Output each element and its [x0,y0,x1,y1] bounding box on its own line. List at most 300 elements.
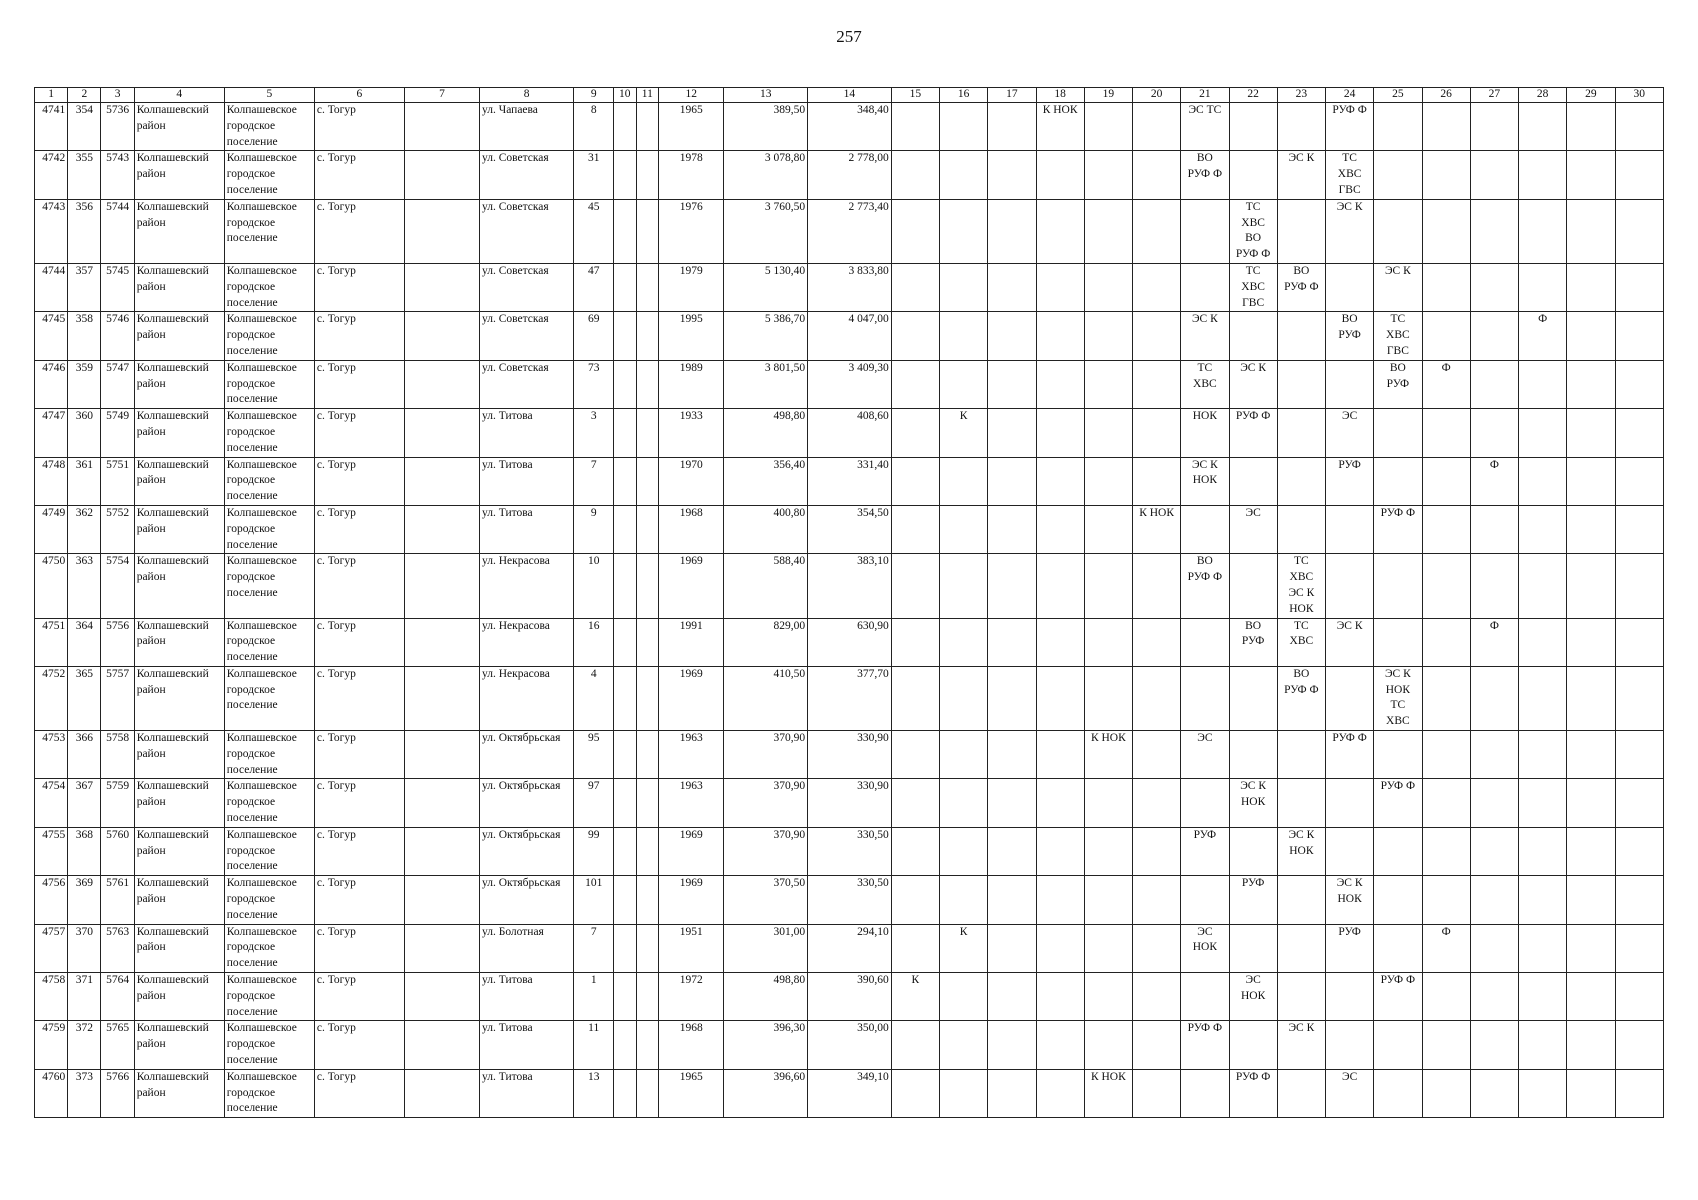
table-cell-col-6: с. Тогур [314,199,404,263]
table-cell-col-17 [988,827,1036,875]
table-row [35,666,1664,730]
table-cell-col-6: с. Тогур [314,554,404,618]
table-cell-col-8: ул. Советская [480,151,574,199]
column-header: 12 [659,88,724,103]
table-cell-col-21 [1181,1069,1229,1117]
table-cell-col-1: 4743 [35,199,68,263]
table-cell-col-27 [1470,263,1518,311]
table-cell-col-19 [1084,409,1132,457]
column-header: 25 [1374,88,1422,103]
table-cell-col-5: Колпашевское городское поселение [224,409,314,457]
table-cell-col-12: 1995 [659,312,724,360]
table-cell-col-13: 389,50 [724,103,808,151]
table-cell-col-1: 4749 [35,505,68,553]
table-cell-col-17 [988,457,1036,505]
table-cell-col-26 [1422,731,1470,779]
table-cell-col-7 [404,779,479,827]
table-cell-col-4: Колпашевский район [134,103,224,151]
table-cell-col-3: 5765 [101,1021,134,1069]
table-cell-col-11 [636,151,659,199]
table-cell-col-2: 355 [68,151,101,199]
table-cell-col-26 [1422,666,1470,730]
table-cell-col-18 [1036,1069,1084,1117]
table-cell-col-17 [988,103,1036,151]
table-cell-col-29 [1567,666,1615,730]
column-header: 26 [1422,88,1470,103]
column-header: 28 [1519,88,1567,103]
table-cell-col-17 [988,779,1036,827]
table-cell-col-26 [1422,199,1470,263]
table-cell-col-27 [1470,876,1518,924]
table-cell-col-4: Колпашевский район [134,151,224,199]
table-row [35,618,1664,666]
table-cell-col-27 [1470,312,1518,360]
table-cell-col-29 [1567,876,1615,924]
column-header: 30 [1615,88,1664,103]
table-cell-col-21: ЭС К [1181,312,1229,360]
table-cell-col-16 [940,779,988,827]
table-cell-col-21: ВО РУФ Ф [1181,554,1229,618]
table-cell-col-3: 5757 [101,666,134,730]
table-cell-col-22: РУФ [1229,876,1277,924]
table-cell-col-27 [1470,973,1518,1021]
table-cell-col-28 [1519,103,1567,151]
table-cell-col-7 [404,973,479,1021]
housing-registry-table [34,87,1664,1118]
table-cell-col-26 [1422,973,1470,1021]
table-cell-col-3: 5764 [101,973,134,1021]
table-cell-col-24 [1326,973,1374,1021]
table-cell-col-13: 370,90 [724,827,808,875]
table-cell-col-5: Колпашевское городское поселение [224,779,314,827]
table-cell-col-14: 349,10 [808,1069,892,1117]
table-cell-col-14: 2 773,40 [808,199,892,263]
table-cell-col-15: К [891,973,939,1021]
table-cell-col-25 [1374,409,1422,457]
table-cell-col-2: 362 [68,505,101,553]
table-cell-col-7 [404,731,479,779]
table-cell-col-20 [1133,554,1181,618]
table-cell-col-8: ул. Титова [480,505,574,553]
table-cell-col-18 [1036,779,1084,827]
table-cell-col-28 [1519,360,1567,408]
table-cell-col-11 [636,924,659,972]
table-cell-col-13: 301,00 [724,924,808,972]
table-cell-col-8: ул. Октябрьская [480,731,574,779]
table-cell-col-16 [940,505,988,553]
table-cell-col-8: ул. Титова [480,409,574,457]
table-cell-col-12: 1976 [659,199,724,263]
table-cell-col-27 [1470,409,1518,457]
table-cell-col-9: 3 [574,409,614,457]
table-cell-col-16 [940,618,988,666]
table-cell-col-10 [614,924,637,972]
table-cell-col-24 [1326,505,1374,553]
table-cell-col-27 [1470,151,1518,199]
table-cell-col-20 [1133,1021,1181,1069]
column-header: 16 [940,88,988,103]
table-cell-col-23 [1277,360,1325,408]
table-cell-col-14: 331,40 [808,457,892,505]
table-cell-col-2: 359 [68,360,101,408]
table-cell-col-6: с. Тогур [314,779,404,827]
table-cell-col-18 [1036,924,1084,972]
table-cell-col-29 [1567,1069,1615,1117]
column-header: 27 [1470,88,1518,103]
table-cell-col-7 [404,618,479,666]
table-cell-col-10 [614,666,637,730]
table-cell-col-30 [1615,360,1664,408]
table-cell-col-16 [940,312,988,360]
table-cell-col-15 [891,779,939,827]
table-cell-col-14: 3 833,80 [808,263,892,311]
table-cell-col-1: 4751 [35,618,68,666]
table-cell-col-8: ул. Некрасова [480,554,574,618]
table-cell-col-6: с. Тогур [314,618,404,666]
table-cell-col-3: 5756 [101,618,134,666]
table-cell-col-24 [1326,1021,1374,1069]
table-cell-col-30 [1615,151,1664,199]
table-cell-col-29 [1567,505,1615,553]
table-cell-col-5: Колпашевское городское поселение [224,1069,314,1117]
table-cell-col-10 [614,457,637,505]
table-cell-col-3: 5746 [101,312,134,360]
table-cell-col-17 [988,505,1036,553]
table-cell-col-7 [404,924,479,972]
table-row [35,779,1664,827]
table-cell-col-1: 4754 [35,779,68,827]
table-cell-col-15 [891,876,939,924]
table-cell-col-21 [1181,666,1229,730]
table-cell-col-4: Колпашевский район [134,924,224,972]
table-cell-col-6: с. Тогур [314,973,404,1021]
table-cell-col-6: с. Тогур [314,731,404,779]
table-cell-col-20 [1133,263,1181,311]
table-cell-col-13: 5 130,40 [724,263,808,311]
table-cell-col-13: 370,90 [724,779,808,827]
table-cell-col-15 [891,1021,939,1069]
table-cell-col-27 [1470,554,1518,618]
table-cell-col-9: 16 [574,618,614,666]
table-cell-col-15 [891,409,939,457]
table-cell-col-27 [1470,1069,1518,1117]
table-cell-col-21: ЭС К НОК [1181,457,1229,505]
table-cell-col-14: 330,50 [808,827,892,875]
table-cell-col-14: 2 778,00 [808,151,892,199]
table-cell-col-13: 3 078,80 [724,151,808,199]
table-cell-col-6: с. Тогур [314,924,404,972]
table-cell-col-25 [1374,103,1422,151]
table-cell-col-21 [1181,618,1229,666]
table-cell-col-29 [1567,554,1615,618]
table-cell-col-8: ул. Советская [480,199,574,263]
table-cell-col-4: Колпашевский район [134,199,224,263]
table-cell-col-1: 4752 [35,666,68,730]
table-cell-col-16: К [940,924,988,972]
table-cell-col-3: 5743 [101,151,134,199]
table-cell-col-18 [1036,1021,1084,1069]
table-cell-col-22 [1229,151,1277,199]
table-cell-col-20 [1133,103,1181,151]
table-cell-col-5: Колпашевское городское поселение [224,103,314,151]
table-cell-col-20 [1133,457,1181,505]
table-cell-col-20: К НОК [1133,505,1181,553]
table-cell-col-11 [636,779,659,827]
table-cell-col-15 [891,618,939,666]
table-cell-col-20 [1133,731,1181,779]
table-cell-col-22: РУФ Ф [1229,409,1277,457]
table-cell-col-21: ВО РУФ Ф [1181,151,1229,199]
table-row [35,1021,1664,1069]
table-cell-col-29 [1567,151,1615,199]
table-cell-col-4: Колпашевский район [134,554,224,618]
table-cell-col-23 [1277,103,1325,151]
table-cell-col-5: Колпашевское городское поселение [224,666,314,730]
table-cell-col-14: 390,60 [808,973,892,1021]
table-cell-col-14: 354,50 [808,505,892,553]
table-cell-col-15 [891,457,939,505]
table-cell-col-19 [1084,457,1132,505]
column-header: 4 [134,88,224,103]
table-cell-col-7 [404,103,479,151]
table-cell-col-15 [891,151,939,199]
column-header: 2 [68,88,101,103]
table-cell-col-28: Ф [1519,312,1567,360]
table-cell-col-27 [1470,199,1518,263]
table-cell-col-1: 4745 [35,312,68,360]
table-cell-col-19 [1084,876,1132,924]
table-cell-col-24: ЭС [1326,1069,1374,1117]
table-cell-col-24 [1326,360,1374,408]
table-cell-col-20 [1133,409,1181,457]
table-cell-col-9: 31 [574,151,614,199]
table-cell-col-18 [1036,457,1084,505]
column-header: 3 [101,88,134,103]
table-cell-col-2: 366 [68,731,101,779]
table-cell-col-29 [1567,409,1615,457]
table-cell-col-9: 10 [574,554,614,618]
table-cell-col-3: 5760 [101,827,134,875]
table-cell-col-21: ЭС [1181,731,1229,779]
table-cell-col-4: Колпашевский район [134,779,224,827]
table-cell-col-17 [988,973,1036,1021]
table-cell-col-26 [1422,1021,1470,1069]
table-cell-col-3: 5758 [101,731,134,779]
table-cell-col-12: 1978 [659,151,724,199]
table-cell-col-5: Колпашевское городское поселение [224,457,314,505]
table-cell-col-27: Ф [1470,618,1518,666]
table-cell-col-2: 361 [68,457,101,505]
table-cell-col-2: 371 [68,973,101,1021]
table-cell-col-1: 4741 [35,103,68,151]
table-row [35,924,1664,972]
table-cell-col-9: 95 [574,731,614,779]
table-cell-col-10 [614,827,637,875]
table-cell-col-3: 5745 [101,263,134,311]
table-cell-col-13: 829,00 [724,618,808,666]
table-cell-col-2: 356 [68,199,101,263]
table-cell-col-15 [891,505,939,553]
table-cell-col-17 [988,1021,1036,1069]
table-cell-col-6: с. Тогур [314,666,404,730]
table-cell-col-30 [1615,554,1664,618]
column-header: 8 [480,88,574,103]
table-cell-col-10 [614,618,637,666]
table-cell-col-30 [1615,1069,1664,1117]
table-cell-col-10 [614,199,637,263]
table-row [35,827,1664,875]
table-cell-col-8: ул. Советская [480,263,574,311]
table-cell-col-25: ВО РУФ [1374,360,1422,408]
column-header: 11 [636,88,659,103]
table-cell-col-17 [988,312,1036,360]
table-cell-col-23: ТС ХВС ЭС К НОК [1277,554,1325,618]
table-cell-col-24 [1326,554,1374,618]
table-cell-col-28 [1519,924,1567,972]
table-cell-col-23 [1277,731,1325,779]
table-cell-col-16 [940,554,988,618]
table-cell-col-5: Колпашевское городское поселение [224,827,314,875]
table-cell-col-29 [1567,312,1615,360]
table-cell-col-24: РУФ Ф [1326,103,1374,151]
table-cell-col-5: Колпашевское городское поселение [224,505,314,553]
table-cell-col-29 [1567,360,1615,408]
table-cell-col-11 [636,409,659,457]
table-cell-col-12: 1969 [659,554,724,618]
table-cell-col-2: 365 [68,666,101,730]
table-cell-col-24 [1326,666,1374,730]
table-cell-col-26 [1422,827,1470,875]
table-cell-col-1: 4756 [35,876,68,924]
table-cell-col-13: 410,50 [724,666,808,730]
table-cell-col-12: 1933 [659,409,724,457]
table-cell-col-8: ул. Советская [480,312,574,360]
table-cell-col-4: Колпашевский район [134,731,224,779]
table-cell-col-14: 377,70 [808,666,892,730]
table-cell-col-19 [1084,924,1132,972]
table-cell-col-8: ул. Октябрьская [480,876,574,924]
table-cell-col-28 [1519,666,1567,730]
table-cell-col-2: 373 [68,1069,101,1117]
table-cell-col-30 [1615,618,1664,666]
table-cell-col-29 [1567,924,1615,972]
table-cell-col-20 [1133,779,1181,827]
table-cell-col-30 [1615,199,1664,263]
table-cell-col-29 [1567,103,1615,151]
table-cell-col-8: ул. Титова [480,1069,574,1117]
table-cell-col-30 [1615,505,1664,553]
table-cell-col-29 [1567,457,1615,505]
table-cell-col-7 [404,263,479,311]
table-cell-col-11 [636,973,659,1021]
table-cell-col-11 [636,103,659,151]
table-cell-col-1: 4746 [35,360,68,408]
table-cell-col-19 [1084,199,1132,263]
table-cell-col-15 [891,554,939,618]
table-cell-col-18 [1036,973,1084,1021]
table-cell-col-12: 1969 [659,666,724,730]
table-cell-col-6: с. Тогур [314,457,404,505]
table-cell-col-26 [1422,1069,1470,1117]
table-cell-col-4: Колпашевский район [134,312,224,360]
table-cell-col-13: 3 760,50 [724,199,808,263]
table-cell-col-26 [1422,409,1470,457]
table-cell-col-3: 5744 [101,199,134,263]
table-cell-col-7 [404,666,479,730]
table-cell-col-23 [1277,505,1325,553]
table-cell-col-24: РУФ [1326,924,1374,972]
table-cell-col-13: 370,50 [724,876,808,924]
table-cell-col-6: с. Тогур [314,1021,404,1069]
table-cell-col-4: Колпашевский район [134,973,224,1021]
table-cell-col-24: ЭС К [1326,199,1374,263]
table-cell-col-4: Колпашевский район [134,1021,224,1069]
table-cell-col-22: ЭС НОК [1229,973,1277,1021]
table-cell-col-12: 1989 [659,360,724,408]
table-cell-col-16 [940,151,988,199]
table-cell-col-9: 9 [574,505,614,553]
table-cell-col-24: ЭС [1326,409,1374,457]
table-cell-col-11 [636,312,659,360]
table-cell-col-21 [1181,263,1229,311]
column-header: 24 [1326,88,1374,103]
table-cell-col-20 [1133,1069,1181,1117]
table-cell-col-25 [1374,618,1422,666]
table-cell-col-15 [891,360,939,408]
table-cell-col-7 [404,1021,479,1069]
table-cell-col-26 [1422,151,1470,199]
table-cell-col-5: Колпашевское городское поселение [224,731,314,779]
table-cell-col-28 [1519,1069,1567,1117]
table-cell-col-16 [940,199,988,263]
table-cell-col-29 [1567,199,1615,263]
column-header: 6 [314,88,404,103]
table-cell-col-7 [404,457,479,505]
table-cell-col-25: ЭС К [1374,263,1422,311]
table-cell-col-27: Ф [1470,457,1518,505]
table-cell-col-8: ул. Некрасова [480,618,574,666]
table-cell-col-1: 4755 [35,827,68,875]
table-cell-col-2: 360 [68,409,101,457]
table-cell-col-13: 498,80 [724,973,808,1021]
table-cell-col-3: 5761 [101,876,134,924]
table-cell-col-23: ЭС К [1277,1021,1325,1069]
table-cell-col-24 [1326,827,1374,875]
column-header: 18 [1036,88,1084,103]
table-cell-col-5: Колпашевское городское поселение [224,312,314,360]
table-cell-col-8: ул. Титова [480,973,574,1021]
table-cell-col-20 [1133,827,1181,875]
table-cell-col-16 [940,1021,988,1069]
table-cell-col-2: 370 [68,924,101,972]
table-cell-col-18: К НОК [1036,103,1084,151]
table-cell-col-12: 1991 [659,618,724,666]
table-cell-col-29 [1567,263,1615,311]
table-cell-col-22 [1229,666,1277,730]
table-cell-col-19 [1084,505,1132,553]
table-cell-col-27 [1470,360,1518,408]
table-cell-col-18 [1036,731,1084,779]
table-cell-col-14: 383,10 [808,554,892,618]
table-cell-col-21: ЭС ТС [1181,103,1229,151]
table-cell-col-22: ЭС К [1229,360,1277,408]
table-cell-col-26 [1422,103,1470,151]
table-cell-col-19 [1084,151,1132,199]
table-cell-col-14: 408,60 [808,409,892,457]
table-cell-col-23 [1277,409,1325,457]
table-row [35,876,1664,924]
table-cell-col-13: 3 801,50 [724,360,808,408]
